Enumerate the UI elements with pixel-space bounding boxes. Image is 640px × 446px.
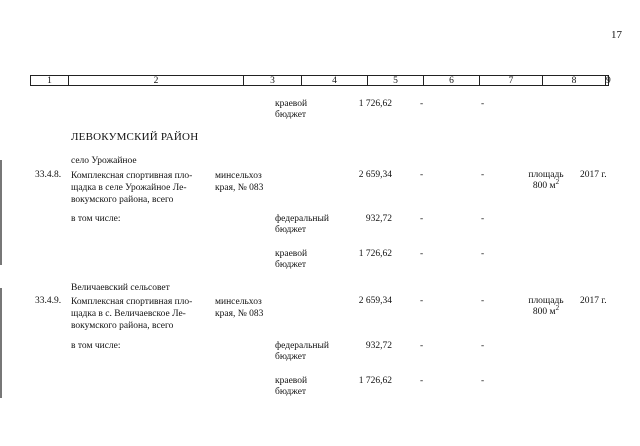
object-description: Комплексная спортивная пло- щадка в селе Урожайное Ле- вокумского района, всего: [71, 171, 193, 205]
header-cell-5: 5: [368, 76, 424, 85]
header-cell-7: 7: [480, 76, 543, 85]
section-title: ЛЕВОКУМСКИЙ РАЙОН: [71, 131, 199, 143]
dash-col7: -: [481, 296, 485, 306]
scan-edge-mark: [0, 288, 2, 398]
year: 2017 г.: [580, 296, 607, 306]
amount: 1 726,62: [358, 99, 392, 109]
header-cell-3: 3: [244, 76, 302, 85]
header-cell-6: 6: [424, 76, 480, 85]
dash-col6: -: [420, 99, 424, 109]
amount: 932,72: [365, 341, 392, 351]
amount: 932,72: [365, 214, 392, 224]
dash-col6: -: [420, 249, 424, 259]
dash-col7: -: [481, 214, 485, 224]
capacity-text: площадь 800 м: [528, 170, 564, 191]
amount: 2 659,34: [358, 296, 392, 306]
dash-col6: -: [420, 341, 424, 351]
including-label: в том числе:: [71, 341, 121, 351]
dash-col7: -: [481, 249, 485, 259]
funding-source: федеральный бюджет: [275, 341, 329, 362]
header-cell-8: 8: [543, 76, 606, 85]
object-description: Комплексная спортивная пло- щадка в с. Величаевское Ле- вокумского района, всего: [71, 297, 193, 331]
dash-col6: -: [420, 376, 424, 386]
funding-source: краевой бюджет: [275, 99, 308, 120]
dash-col7: -: [481, 170, 485, 180]
capacity: [516, 170, 576, 192]
dash-col7: -: [481, 99, 485, 109]
scan-edge-mark: [0, 160, 2, 265]
locality: село Урожайное: [71, 156, 137, 166]
funding-source: краевой бюджет: [275, 376, 308, 397]
item-number: 33.4.9.: [35, 296, 62, 306]
capacity: [516, 296, 576, 318]
amount: 1 726,62: [358, 376, 392, 386]
table-header-row: [30, 75, 609, 86]
dash-col6: -: [420, 296, 424, 306]
capacity-text: площадь 800 м: [528, 296, 564, 317]
dash-col7: -: [481, 341, 485, 351]
page-number: 17: [611, 29, 622, 41]
header-cell-2: 2: [69, 76, 244, 85]
item-number: 33.4.8.: [35, 170, 62, 180]
amount: 2 659,34: [358, 170, 392, 180]
header-cell-9: 9: [606, 76, 611, 86]
dash-col7: -: [481, 376, 485, 386]
funding-source: федеральный бюджет: [275, 214, 329, 235]
dash-col6: -: [420, 214, 424, 224]
header-cell-1: 1: [31, 76, 69, 85]
funding-source: краевой бюджет: [275, 249, 308, 270]
customer: минсельхоз края, № 083: [215, 171, 264, 193]
dash-col6: -: [420, 170, 424, 180]
header-cell-4: 4: [302, 76, 368, 85]
capacity-sup: 2: [555, 177, 560, 186]
year: 2017 г.: [580, 170, 607, 180]
including-label: в том числе:: [71, 214, 121, 224]
locality: Величаевский сельсовет: [71, 283, 170, 293]
capacity-sup: 2: [555, 303, 560, 312]
amount: 1 726,62: [358, 249, 392, 259]
customer: минсельхоз края, № 083: [215, 297, 264, 319]
